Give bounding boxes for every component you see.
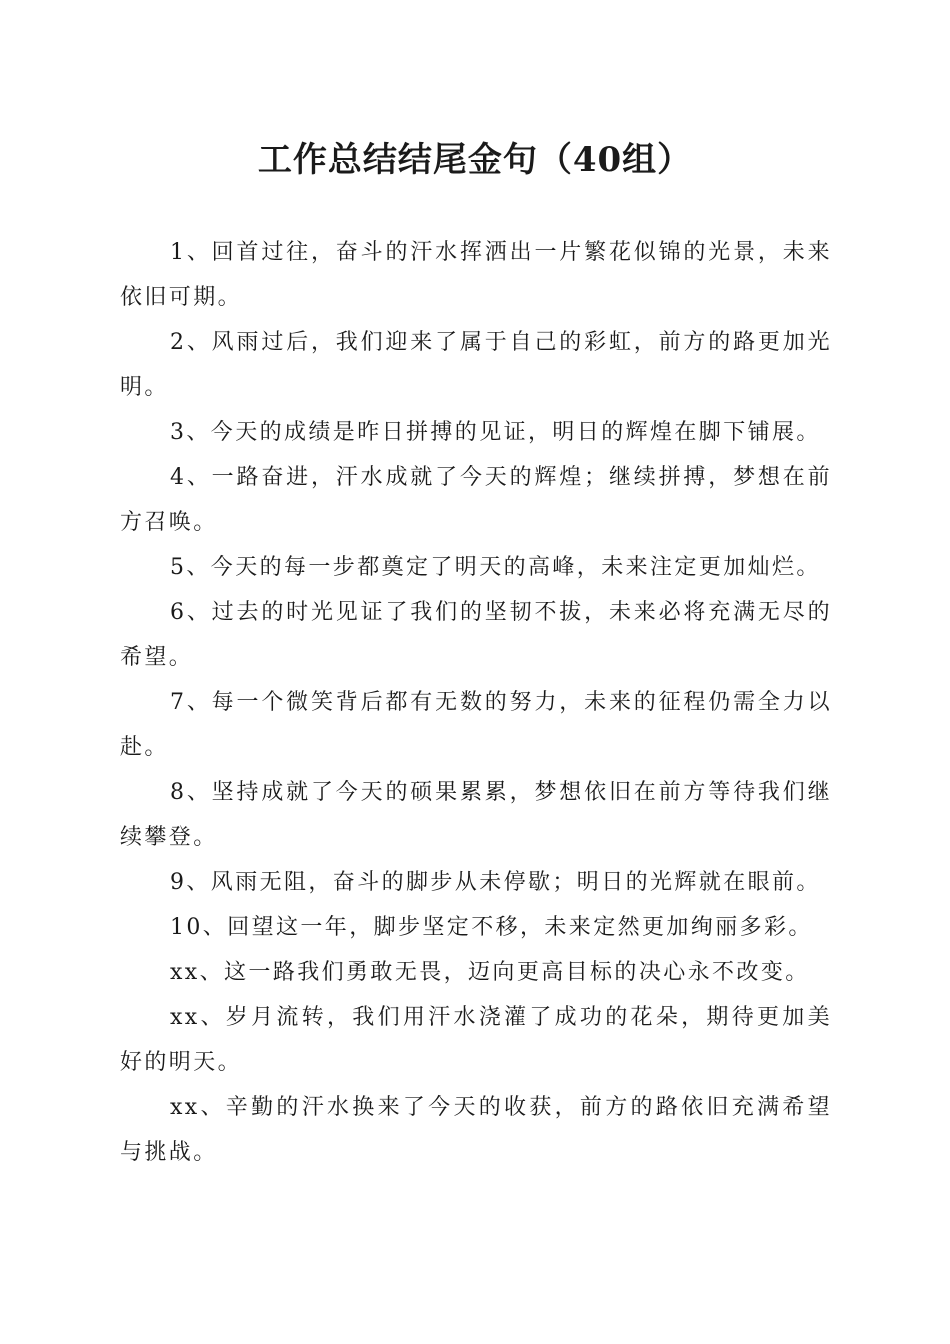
document-title: 工作总结结尾金句（40组） [257, 140, 693, 180]
document-body [120, 230, 832, 1175]
paragraph-13: xx、辛勤的汗水换来了今天的收获，前方的路依旧充满希望与挑战。 [120, 1095, 832, 1165]
paragraph-1: 1、回首过往，奋斗的汗水挥洒出一片繁花似锦的光景，未来依旧可期。 [120, 240, 832, 310]
paragraph-9: 9、风雨无阻，奋斗的脚步从未停歇；明日的光辉就在眼前。 [170, 870, 821, 895]
paragraph-7: 7、每一个微笑背后都有无数的努力，未来的征程仍需全力以赴。 [120, 690, 832, 760]
paragraph-5: 5、今天的每一步都奠定了明天的高峰，未来注定更加灿烂。 [170, 555, 821, 580]
paragraph-10: 10、回望这一年，脚步坚定不移，未来定然更加绚丽多彩。 [170, 915, 813, 940]
paragraph-11: xx、这一路我们勇敢无畏，迈向更高目标的决心永不改变。 [170, 960, 810, 985]
paragraph-8: 8、坚持成就了今天的硕果累累，梦想依旧在前方等待我们继续攀登。 [120, 780, 832, 850]
paragraph-6: 6、过去的时光见证了我们的坚韧不拔，未来必将充满无尽的希望。 [120, 600, 832, 670]
paragraph-3: 3、今天的成绩是昨日拼搏的见证，明日的辉煌在脚下铺展。 [170, 420, 821, 445]
paragraph-4: 4、一路奋进，汗水成就了今天的辉煌；继续拼搏，梦想在前方召唤。 [120, 465, 832, 535]
paragraph-12: xx、岁月流转，我们用汗水浇灌了成功的花朵，期待更加美好的明天。 [120, 1005, 832, 1075]
paragraph-2: 2、风雨过后，我们迎来了属于自己的彩虹，前方的路更加光明。 [120, 330, 832, 400]
